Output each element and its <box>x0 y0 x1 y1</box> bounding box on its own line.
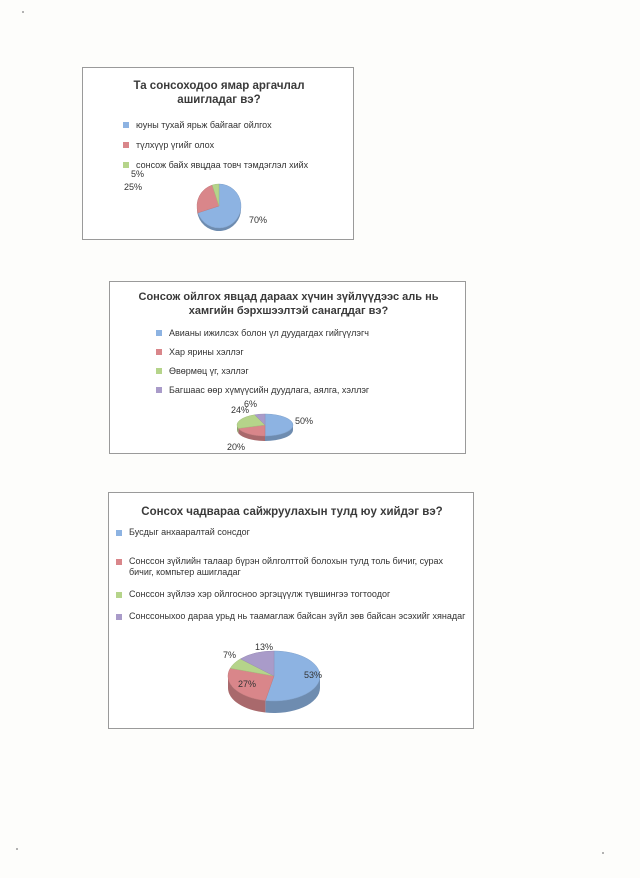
pie-chart <box>110 282 467 455</box>
data-label: 50% <box>295 416 314 426</box>
data-label: 5% <box>131 169 145 179</box>
data-label: 7% <box>223 650 237 660</box>
data-label: 13% <box>255 642 274 652</box>
legend-label: Өвөрмөц үг, хэллэг <box>169 366 249 376</box>
chart-2 <box>109 281 466 454</box>
data-label: 6% <box>244 399 258 409</box>
chart-3 <box>108 492 474 729</box>
legend-label: Сонссон зүйлээ хэр ойлгосноо эргэцүүлж түвшингээ тогтоодог <box>129 589 391 599</box>
data-label: 24% <box>231 405 250 415</box>
data-label: 27% <box>238 679 257 689</box>
legend-label: Багшаас өөр хүмүүсийн дуудлага, аялга, хэллэг <box>169 385 370 395</box>
scan-speck <box>602 852 604 854</box>
data-label: 70% <box>249 215 268 225</box>
pie-chart <box>83 68 355 241</box>
legend-label: Сонссон зүйлийн талаар бүрэн ойлголттой болохын тулд толь бичиг, сурах бичиг, компьтер ашигладаг <box>129 556 444 577</box>
pie-chart <box>109 493 475 730</box>
data-label: 53% <box>304 670 323 680</box>
chart-title: Сонсох чадвараа сайжруулахын тулд юу хийдэг вэ? <box>141 506 443 518</box>
legend-label: Сонссоныхоо дараа урьд нь таамаглаж байсан зүйл зөв байсан эсэхийг хянадаг <box>129 611 466 621</box>
data-label: 20% <box>226 442 245 452</box>
legend-label: түлхүүр үгийг олох <box>136 140 215 150</box>
chart-title: Та сонсоходоо ямар аргачлал ашигладаг вэ? <box>133 80 305 107</box>
chart-title: Сонсож ойлгох явцад дараах хүчин зүйлүүдээс аль нь хамгийн бэрхшээлтэй санагддаг вэ? <box>138 291 439 317</box>
scan-speck <box>22 11 24 13</box>
chart-1 <box>82 67 354 240</box>
data-label: 25% <box>124 182 143 192</box>
scan-speck <box>16 848 18 850</box>
legend-label: сонсож байх явцдаа товч тэмдэглэл хийх <box>136 160 309 170</box>
legend-label: Хар ярины хэллэг <box>169 347 244 357</box>
legend-label: Авианы ижилсэх болон үл дуудагдах гийгүүлэгч <box>169 328 369 338</box>
legend-label: Бусдыг анхааралтай сонсдог <box>129 527 250 537</box>
legend-label: юуны тухай ярьж байгааг ойлгох <box>136 120 272 130</box>
